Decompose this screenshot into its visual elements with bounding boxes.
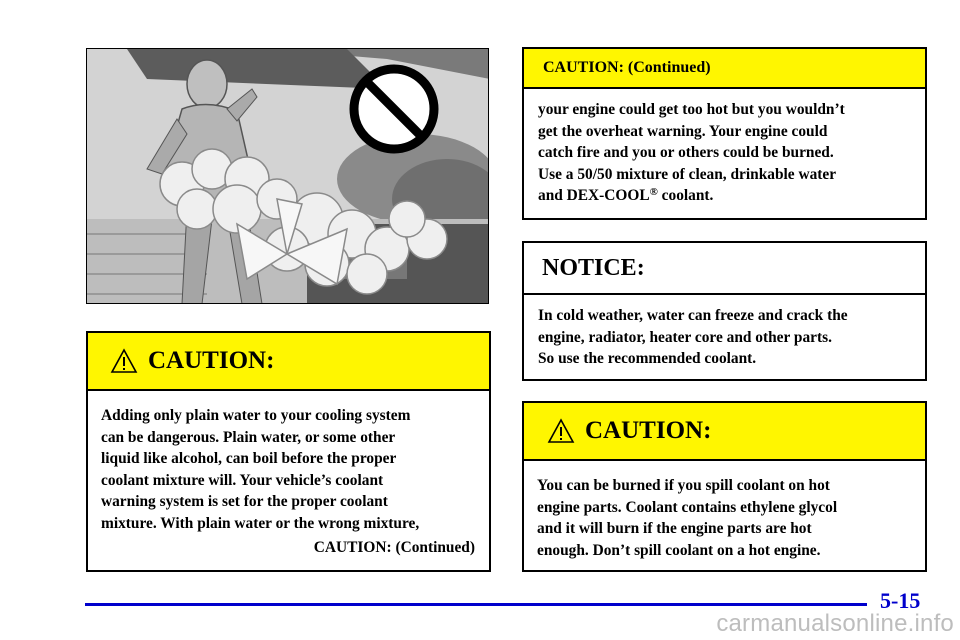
caution-line: mixture. With plain water or the wrong mixture, [101,514,420,532]
dexcool-text: and DEX-COOL [538,187,650,205]
caution-line: enough. Don’t spill coolant on a hot engine. [537,541,821,559]
caution-line [538,185,911,207]
caution-line: and it will burn if the engine parts are hot [537,520,812,538]
caution-body [524,461,925,561]
caution-body [88,391,489,558]
caution-line: catch fire and you or others could be burned. [538,144,834,162]
caution-line: can be dangerous. Plain water, or some other [101,428,396,446]
caution-header [88,333,489,391]
notice-header [524,243,925,295]
caution-line: Use a 50/50 mixture of clean, drinkable water [538,165,837,183]
caution-line: You can be burned if you spill coolant on hot [537,477,830,494]
caution-line: liquid like alcohol, can boil before the proper [101,450,397,468]
caution-heading: CAUTION: [148,347,275,374]
registered-mark: ® [649,186,658,199]
caution-line: warning system is set for the proper coolant [101,493,388,511]
caution-line: engine parts. Coolant contains ethylene glycol [537,498,838,516]
notice-line: So use the recommended coolant. [538,350,757,368]
no-symbol-icon [354,69,434,149]
notice-body [524,295,925,370]
coolant-text: coolant. [657,187,714,205]
caution-continued-label: CAUTION: (Continued) [313,538,475,556]
caution-continued-box [522,47,927,220]
illustration-drawing [87,49,489,304]
caution-heading: CAUTION: [585,417,712,444]
caution-header [524,403,925,461]
notice-box [522,241,927,381]
page-number: 5-15 [880,588,921,613]
caution-line: your engine could get too hot but you wouldn’t [538,101,845,118]
warning-triangle-icon [547,418,575,444]
notice-line: In cold weather, water can freeze and crack the [538,307,848,324]
notice-line: engine, radiator, heater core and other parts. [538,328,832,346]
caution-box-left [86,331,491,572]
caution-line: coolant mixture will. Your vehicle’s coolant [101,471,384,489]
watermark: carmanualsonline.info [716,610,954,637]
caution-continued-header: CAUTION: (Continued) [524,49,925,89]
warning-triangle-icon [110,348,138,374]
caution-line: Adding only plain water to your cooling system [101,407,411,424]
caution-box-right [522,401,927,572]
person-coolant-steam-illustration [86,48,489,304]
caution-line: get the overheat warning. Your engine could [538,122,828,140]
notice-heading: NOTICE: [542,254,645,281]
caution-continued-body [524,89,925,207]
footer-rule [85,603,867,606]
